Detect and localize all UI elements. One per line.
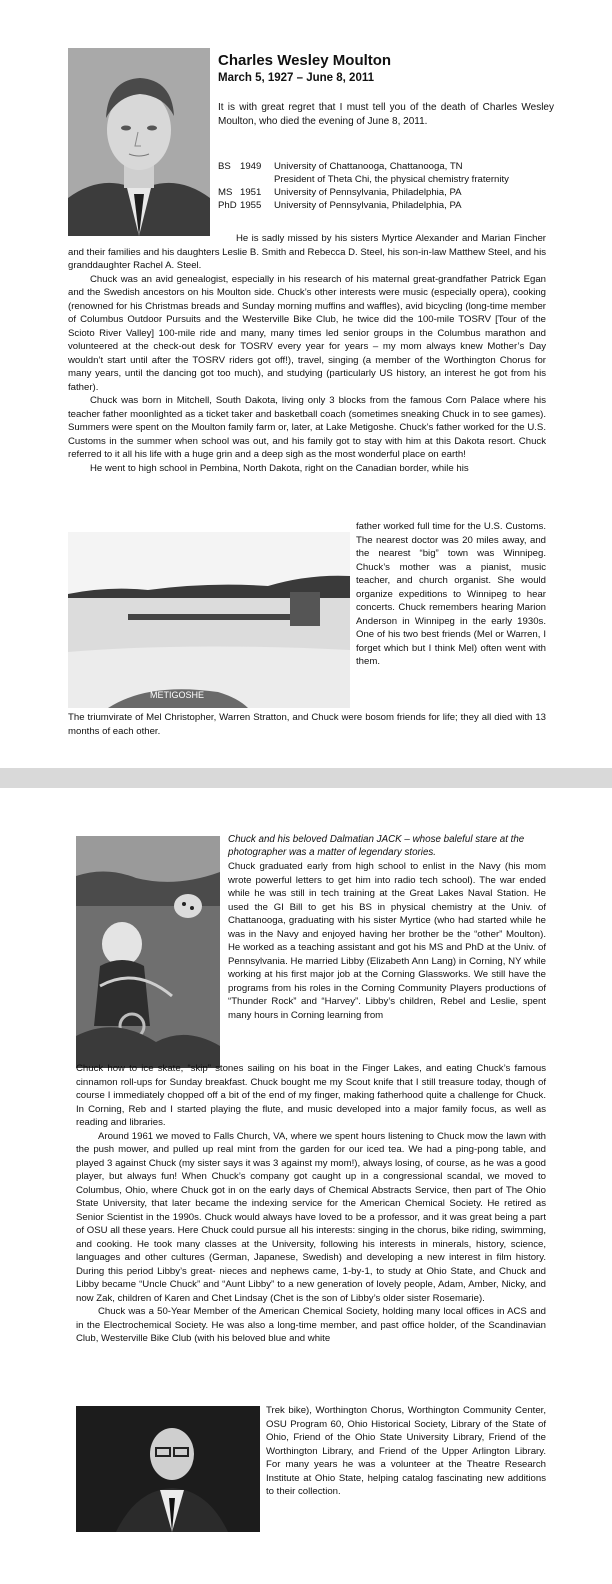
paragraph-memberships: Chuck was a 50-Year Member of the American Chemical Society, holding many local offices in ACS and in the Electrochemical Society. He was also a long-time member, and past office holder, of the Scandinavian Club, Westerville Bike Club (with his beloved blue and white <box>76 1306 546 1344</box>
childhood-photo <box>76 836 220 1068</box>
lake-image <box>68 532 350 708</box>
photo-caption: Chuck and his beloved Dalmatian JACK – whose baleful stare at the photographer was a matter of legendary stories. <box>228 834 525 858</box>
degree-school: University of Chattanooga, Chattanooga, TN <box>274 161 463 172</box>
page-divider <box>0 768 612 788</box>
paragraph-high-school-cont: father worked full time for the U.S. Customs. The nearest doctor was 20 miles away, and the nearest “big” town was Winnipeg. Chuck’s mother was a pianist, music teacher, and church organist. She would organize expeditions to Winnipeg to hear concerts. Chuck remembers hearing Marion Anderson in Winnipeg in the early 1930s. One of his two best friends (Mel or Warren, I forget which but I think Mel) often went with them. <box>356 521 546 667</box>
portrait-photo <box>68 48 210 236</box>
childhood-image <box>76 836 220 1068</box>
paragraph-memberships-cont: Trek bike), Worthington Chorus, Worthington Community Center, OSU Program 60, Ohio Historical Society, Library of the State of Ohio, Friend of the Ohio State University Library, Friend of the Worthington Library, and Friend of the Upper Arlington Library. For many years he was a volunteer at the Theatre Research Institute at Ohio State, helping catalog fascinating new additions to their collection. <box>266 1405 546 1497</box>
elderly-portrait-image <box>76 1406 260 1532</box>
obituary-page-1 <box>0 0 612 768</box>
paragraph-falls-church: Around 1961 we moved to Falls Church, VA, where we spent hours listening to Chuck mow the lawn with the push mower, and pulled up real mint from the garden for our iced tea. We had a ping-pong table, and played 3 against Chuck (my sister says it was 3 against my mom!), always losing, of course, as he was a good player, but always fun! When Chuck’s company got caught up in a congressional scandal, we moved to Columbus, Ohio, where Chuck got in on the early days of Chemical Abstracts Service, then part of The Ohio State University, that later became the indexing service for the American Chemical Society. He retired as Senior Scientist in the 1990s. Chuck would always have loved to be a professor, and it was great being a part of OSU all these years. Here Chuck could pursue all his interests: singing in the chorus, bike riding, swimming, and cooking. He took many classes at the University, following his interests in minerals, history, science, languages and other cultures (German, Japanese, Swedish) and developing a new interest in film history. During this period Libby’s great- nieces and nephews came, 1-by-1, to study at Ohio State, and Chuck and Libby became “Uncle Chuck” and “Aunt Libby” to a new generation of lovely people, Adam, Amber, Nicky, and now Zak, children of Karen and Chet Lindsay (Chet is the son of Libby’s older sister Rosemarie). <box>76 1130 546 1304</box>
elderly-portrait-photo <box>76 1406 260 1532</box>
degree-school: University of Pennsylvania, Philadelphia, PA <box>274 200 462 211</box>
education-list <box>218 160 538 212</box>
paragraph-navy: Chuck graduated early from high school to enlist in the Navy (his mom wrote powerful letters to get him into radio tech school). The war ended while he was still in tech training at the Great Lakes Naval Station. He used the GI Bill to get his BS in physical chemistry at the Univ. of Chattanooga, graduating with his sister Myrtice (who had started while he was in the Navy and enjoyed having her brother be the “other” Moulton). He worked as a teaching assistant and got his MS and PhD at the Univ. of Pennsylvania. He married Libby (Elizabeth Ann Lang) in Corning, NY while working at his first major job at the Corning Glassworks. We still have the programs from his roles in the Corning Community Players productions of “Thunder Rock” and “Harvey”. Libby’s children, Rebel and Leslie, spent many hours in Corning learning from <box>228 861 546 1021</box>
education-row <box>218 186 538 199</box>
paragraph-high-school: He went to high school in Pembina, North Dakota, right on the Canadian border, while his <box>90 462 469 474</box>
intro-text: It is with great regret that I must tell you of the death of Charles Wesley Moulton, who died the evening of June 8, 2011. <box>218 102 554 127</box>
degree-year: 1949 <box>240 161 262 172</box>
degree: PhD <box>218 200 237 211</box>
portrait-image <box>68 48 210 236</box>
education-row <box>218 199 538 212</box>
obituary-body-2 <box>76 1062 546 1346</box>
degree-year: 1955 <box>240 200 262 211</box>
obituary-name: Charles Wesley Moulton <box>218 52 392 69</box>
life-dates: March 5, 1927 – June 8, 2011 <box>218 72 374 84</box>
lake-photo <box>68 532 350 708</box>
degree-year: 1951 <box>240 187 262 198</box>
obituary-page-2 <box>0 788 612 1584</box>
degree-school: University of Pennsylvania, Philadelphia, PA <box>274 187 462 198</box>
degree: MS <box>218 187 233 198</box>
education-row <box>218 160 538 173</box>
lake-photo-label: METIGOSHE <box>150 690 205 700</box>
education-note: President of Theta Chi, the physical chemistry fraternity <box>274 174 509 185</box>
paragraph-interests: Chuck was an avid genealogist, especially in his research of his maternal great-grandfather Patrick Egan and the Swedish ancestors on his Moulton side. Chuck’s other interests were music (especially opera), cooking (renowned for his Christmas breads and Sunday morning muffins and waffles), avid bicycling (long-time member of Columbus Outdoor Pursuits and the Westerville Bike Club, he twice did the 100-mile TOSRV [Tour of the Scioto River Valley] 100-mile ride and many, many times led senior groups in the Columbus marathon and volunteered at the check-out desk for TOSRV every year for years – my mom always knew Mother’s Day wouldn’t start until after the TOSRV riders got off!), travel, singing (a member of the Worthington Chorus for many years, until the dancing got too much), and studying (particularly US history, an interest he got from his father). <box>68 273 546 393</box>
degree: BS <box>218 161 231 172</box>
paragraph-friends: The triumvirate of Mel Christopher, Warren Stratton, and Chuck were bosom friends for life; they all died with 13 months of each other. <box>68 712 546 737</box>
paragraph-childhood: Chuck was born in Mitchell, South Dakota, living only 3 blocks from the famous Corn Palace where his teacher father moonlighted as a ticket taker and basketball coach (sometimes sneaking Chuck in to see games). Summers were spent on the Moulton family farm or, later, at Lake Metigoshe. Chuck’s father worked for the U.S. Customs in the summer when school was out, and his family got to stay with him at this Dakota resort. Chuck referred to it all his life with a huge grin and a deep sigh as the most wonderful place on earth! <box>68 395 546 460</box>
paragraph-family: He is sadly missed by his sisters Myrtice Alexander and Marian Fincher and their families and his daughters Leslie B. Smith and Rebecca D. Steel, his son-in-law Matthew Steel, and his granddaughter Rachel A. Steel. <box>68 233 546 271</box>
obituary-body-1 <box>68 232 546 475</box>
paragraph-corning: Chuck how to ice skate, “skip” stones sailing on his boat in the Finger Lakes, and eating Chuck’s famous cinnamon roll-ups for Sunday breakfast. Chuck bought me my Scout knife that I still treasure today, though of course I immediately chopped off a bit of the end of my finger, making fatherhood quite a challenge for Chuck. In Corning, Reb and I started playing the flute, and music developed into a major family focus, as well as reading and libraries. <box>76 1063 546 1128</box>
